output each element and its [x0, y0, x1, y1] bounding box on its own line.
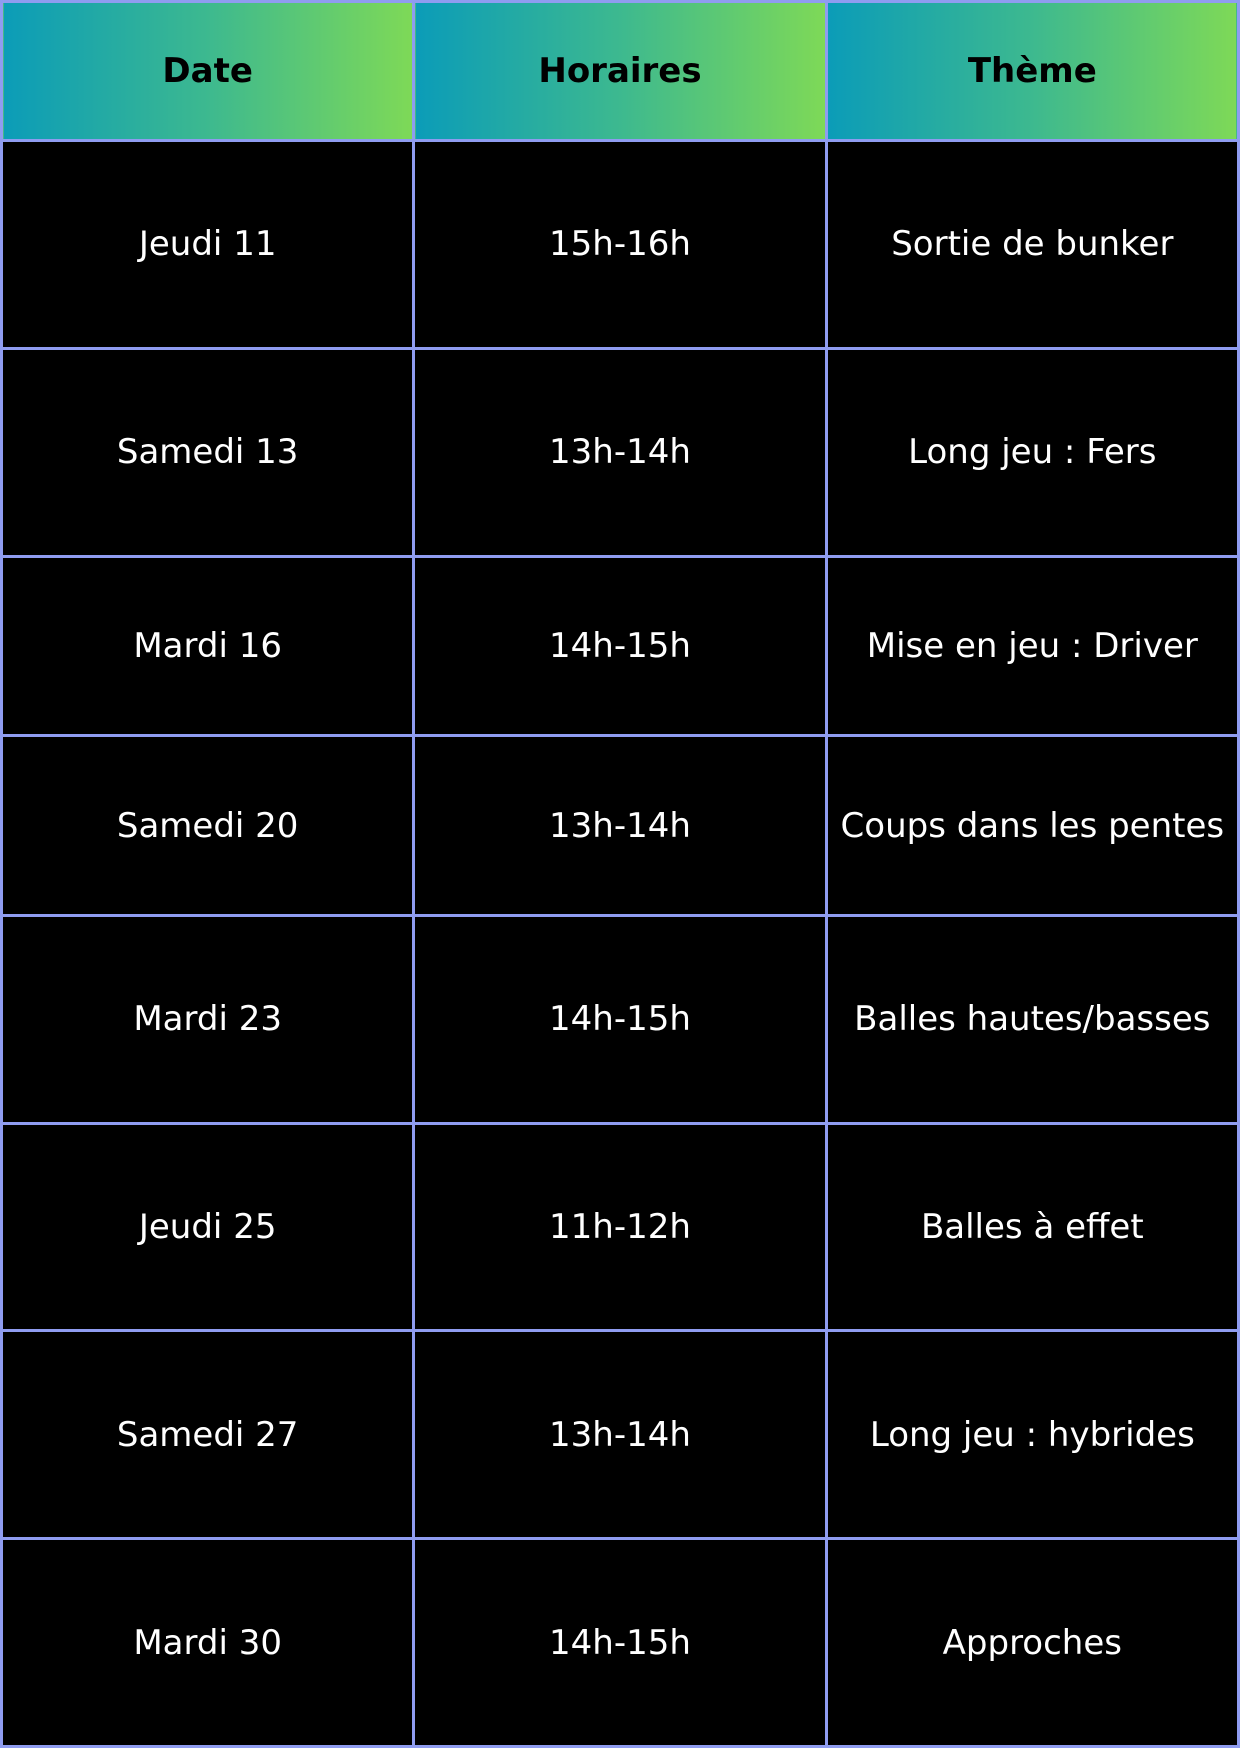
cell-date: Samedi 27 [2, 1331, 414, 1539]
cell-horaires: 15h-16h [414, 141, 826, 349]
table-row [2, 1123, 1239, 1331]
cell-horaires: 13h-14h [414, 348, 826, 556]
table-row [2, 915, 1239, 1123]
cell-theme: Long jeu : Fers [826, 348, 1238, 556]
cell-date: Mardi 16 [2, 556, 414, 736]
table-row [2, 1539, 1239, 1747]
cell-date: Mardi 30 [2, 1539, 414, 1747]
cell-theme: Balles hautes/basses [826, 915, 1238, 1123]
cell-date: Jeudi 25 [2, 1123, 414, 1331]
cell-date: Samedi 20 [2, 736, 414, 916]
cell-date: Jeudi 11 [2, 141, 414, 349]
header-row [2, 2, 1239, 141]
table-row [2, 1331, 1239, 1539]
table-row [2, 736, 1239, 916]
cell-theme: Sortie de bunker [826, 141, 1238, 349]
cell-date: Samedi 13 [2, 348, 414, 556]
table-row [2, 348, 1239, 556]
header-date: Date [2, 2, 414, 141]
header-theme: Thème [826, 2, 1238, 141]
cell-theme: Long jeu : hybrides [826, 1331, 1238, 1539]
cell-theme: Approches [826, 1539, 1238, 1747]
cell-theme: Mise en jeu : Driver [826, 556, 1238, 736]
cell-theme: Coups dans les pentes [826, 736, 1238, 916]
header-horaires: Horaires [414, 2, 826, 141]
cell-horaires: 14h-15h [414, 1539, 826, 1747]
table-row [2, 556, 1239, 736]
table-row [2, 141, 1239, 349]
cell-horaires: 14h-15h [414, 556, 826, 736]
cell-horaires: 11h-12h [414, 1123, 826, 1331]
cell-theme: Balles à effet [826, 1123, 1238, 1331]
cell-horaires: 13h-14h [414, 736, 826, 916]
cell-date: Mardi 23 [2, 915, 414, 1123]
cell-horaires: 13h-14h [414, 1331, 826, 1539]
cell-horaires: 14h-15h [414, 915, 826, 1123]
